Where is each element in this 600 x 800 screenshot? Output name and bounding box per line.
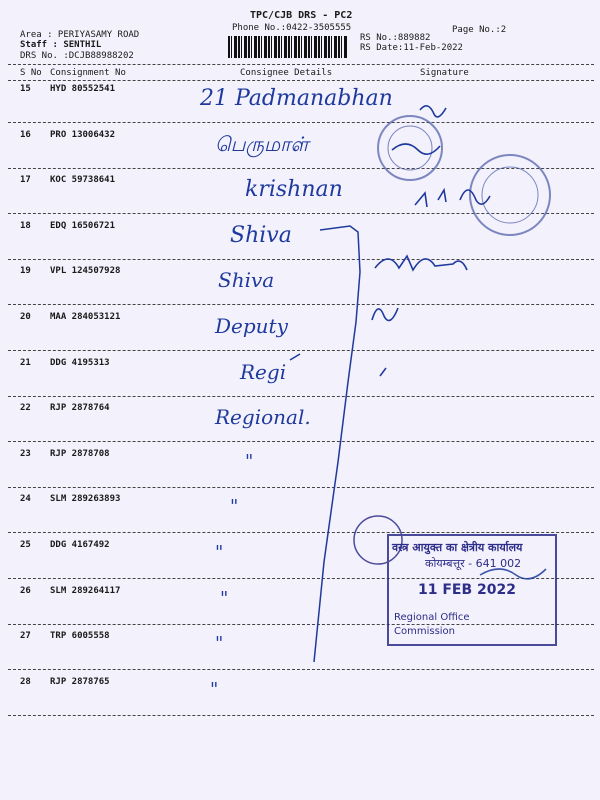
row-sno: 17 [20,175,31,186]
consignee-handwriting: " [210,678,219,700]
row-sno: 28 [20,676,31,687]
consignment-number: DDG 4167492 [50,540,110,550]
row-sno: 15 [20,84,31,94]
row-sno: 26 [20,585,31,596]
bracket-icon [290,226,360,662]
rs-date: RS Date:11-Feb-2022 [360,43,463,53]
consignee-handwriting: 21 Padmanabhan [200,86,393,111]
consignment-number: RJP 2878765 [50,676,110,687]
consignee-handwriting: " [215,542,224,563]
row-sno: 25 [20,540,31,550]
stamp-date: 11 FEB 2022 [418,582,516,598]
stamp-line4: Commission [394,626,456,637]
drs-number: DRS No. :DCJB88988202 [20,51,134,61]
consignment-number: SLM 289264117 [50,585,121,596]
consignment-number: RJP 2878708 [50,448,110,459]
rs-number: RS No.:889882 [360,33,431,43]
row-sno: 18 [20,220,31,231]
col-signature: Signature [420,68,469,78]
row-sno: 16 [20,129,31,140]
consignment-number: RJP 2878764 [50,403,110,414]
row-sno: 22 [20,403,31,414]
consignment-number: VPL 124507928 [50,266,121,277]
consignment-number: HYD 80552541 [50,84,116,94]
consignee-handwriting: " [220,587,229,609]
row-sno: 21 [20,357,31,368]
consignment-number: TRP 6005558 [50,631,110,642]
consignment-number: EDQ 16506721 [50,220,116,231]
consignee-handwriting: Deputy [215,314,288,338]
consignee-handwriting: பெருமாள் [215,131,309,156]
consignment-number: MAA 284053121 [50,312,121,322]
stamp-line1: वस्त्र आयुक्त का क्षेत्रीय कार्यालय [392,541,523,554]
col-consignment: Consignment No [50,68,126,78]
stamp-line2: कोयम्बत्तूर - 641 002 [425,557,522,570]
consignee-handwriting: " [230,496,239,518]
row-sno: 24 [20,494,31,505]
signature-icon [372,106,490,376]
phone-number: Phone No.:0422-3505555 [232,23,352,33]
consignee-handwriting: krishnan [245,177,343,203]
consignee-handwriting: Regional. [215,405,311,430]
round-stamp-icon [378,116,550,235]
row-sno: 23 [20,448,31,459]
consignment-number: DDG 4195313 [50,357,110,368]
row-sno: 20 [20,312,31,322]
page-number: Page No.:2 [452,25,507,35]
consignment-number: SLM 289263893 [50,494,121,505]
stamp-line3: Regional Office [394,612,470,623]
consignee-handwriting: Shiva [218,268,275,293]
area-label: Area : PERIYASAMY ROAD [20,30,140,40]
consignee-handwriting: Shiva [230,222,292,248]
row-sno: 27 [20,631,31,642]
consignee-handwriting: " [215,633,224,655]
consignment-number: PRO 13006432 [50,129,116,140]
col-details: Consignee Details [240,68,333,78]
row-sno: 19 [20,266,31,277]
consignee-handwriting: Regi [240,359,287,384]
col-sno: S No [20,68,42,78]
consignee-handwriting: " [245,450,254,472]
consignment-number: KOC 59738641 [50,175,116,186]
page-title: TPC/CJB DRS - PC2 [250,10,353,21]
staff-label: Staff : SENTHIL [20,40,102,50]
